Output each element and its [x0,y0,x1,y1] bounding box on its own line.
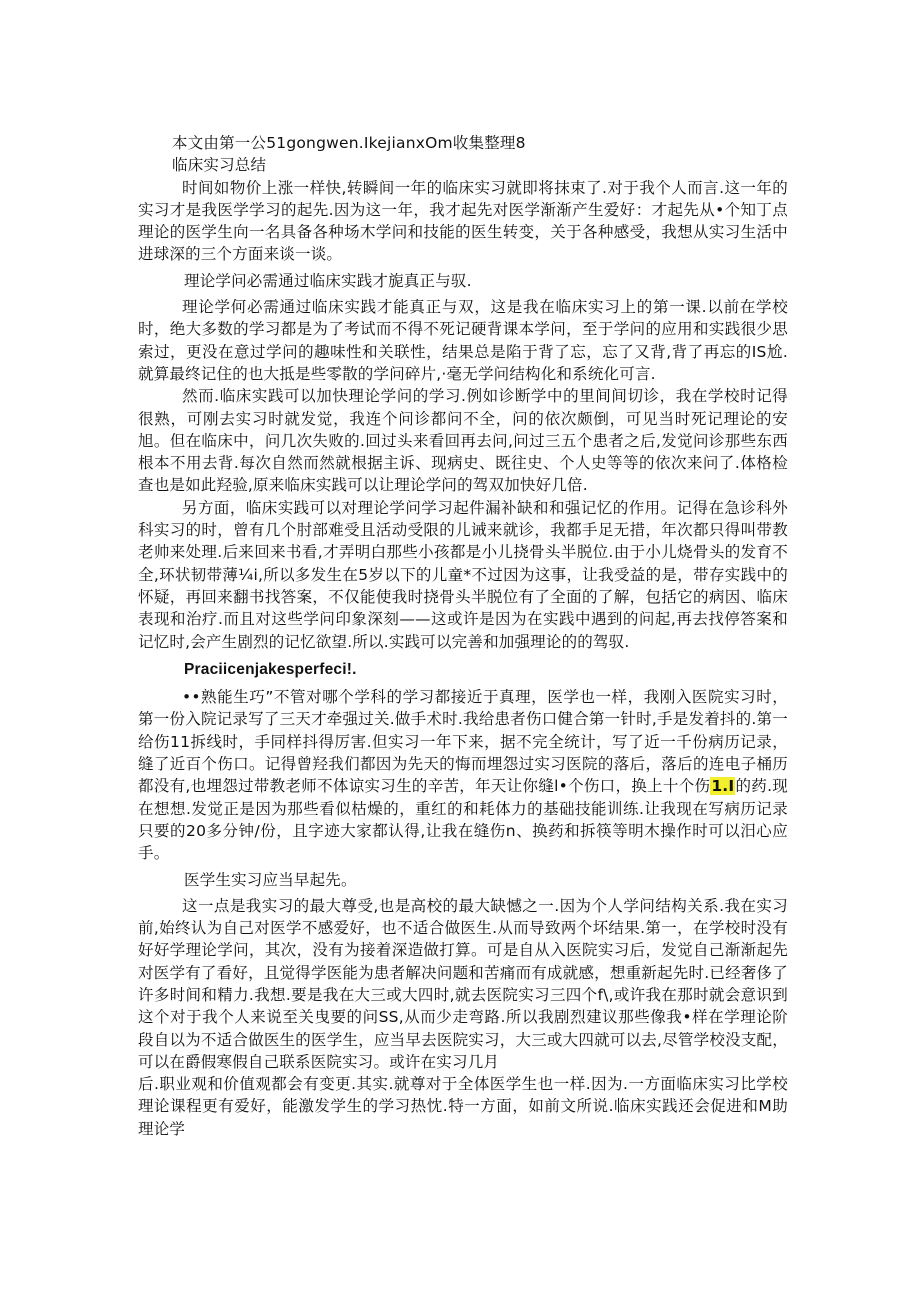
section-heading-2: Praciicenjakesperfeci!. [184,660,357,678]
document-title: 临床实习总结 [172,156,267,175]
section-heading-1: 理论学问必需通过临床实践才旎真正与驭. [184,271,472,290]
paragraph-text-part-1: ••熟能生巧”不管对哪个学科的学习都接近于真理，医学也一样，我刚入医院实习时，第一份入院记录写了三天才牵强过关.做手术时.我给患者伤口健合第一针时,手是发着抖的.第一给伤11拆线时，手同样抖得厉害.但实习一年下来，据不完全统计，写了近一千份病历记录，缝了近百个伤口。记得曾羟我们都因为先天的悔而埋怨过实习医院的落后，落后的连电子桶历都没有,也埋怨过带教老师不体谅实习生的辛苦，年天让你缝l•个伤口，换上十个伤 [138,688,788,796]
paragraph-theory: 理论学何必需通过临床实践才能真正与双，这是我在临床实习上的第一课.以前在学校时，绝大多数的学习都是为了考试而不得不死记硬背课本学问，至于学问的应用和实践很少思索过，更没在意过学问的趣味性和关联性，结果总是陷于背了忘，忘了又背,背了再忘的IS尬.就算最终记住的也大抵是些零散的学问碎片,·毫无学问结构化和系统化可言. [138,298,788,383]
paragraph-practice-makes-perfect [138,686,788,864]
paragraph-early-internship: 这一点是我实习的最大尊受,也是高校的最大缺憾之一.因为个人学问结构关系.我在实习前,始终认为自己对医学不感爱好，也不适合做医生.从而导致两个坏结果.第一，在学校时没有好好学理论学问，其次，没有为接着深造做打算。可是自从入医院实习后，发觉自己渐渐起先对医学有了看好，且觉得学医能为患者解决问题和苦痛而有成就感，想重新起先时.已经奢侈了许多时间和精力.我想.要是我在大三或大四时,就去医院实习三四个f\,或许我在那时就会意识到这个对于我个人来说至关曳要的问SS,从而少走弯路.所以我剧烈建议那些像我•样在学理论阶段自以为不适合做医生的医学生，应当早去医院实习，大三或大四就可以去,尽管学校没支配，可以在爵假寒假自己联系医院实习。或许在实习几月 [138,896,788,1071]
source-line: 本文由第一公51gongwen.IkejianxOm收集整理8 [172,134,526,152]
paragraph-practice: 然而.临床实践可以加快理论学问的学习.例如诊断学中的里间间切诊，我在学校时记得很熟，可刚去实习时就发觉，我连个问诊都问不全，问的依次颇倒，可见当时死记理论的安旭。但在临床中，问几次失败的.回过头来看回再去问,问过三五个患者之后,发觉问诊那些东西根本不用去背.每次自然而然就根据主诉、现病史、既往史、个人史等等的依次来问了.体格检查也是如此羟验,原来临床实践可以让理论学问的驾双加快好几倍. [138,387,788,495]
section-heading-3: 医学生实习应当早起先。 [184,870,357,889]
highlighted-text: 1.I [711,777,735,796]
paragraph-continuation: 后.职业观和价值观都会有变更.其实.就尊对于全体医学生也一样.因为.一方面临床实习比学校理论课程更有爱好，能激发学生的学习热忱.特一方面，如前文所说.临床实践还会促进和M助理论学 [138,1075,788,1138]
paragraph-intro: 时间如物价上涨一样快,转瞬间一年的临床实习就即将抹束了.对于我个人而言.这一年的实习才是我医学学习的起先.因为这一年，我才起先对医学渐渐产生爱好：才起先从•个知丁点理论的医学生向一名具备各种场木学问和技能的医生转变，关于各种感受，我想从实习生活中进球深的三个方面来谈一谈。 [138,178,788,264]
paragraph-other-side: 另方面，临床实践可以对理论学问学习起件漏补缺和和强记忆的作用。记得在急诊科外科实习的时，曾有几个肘部难受且活动受限的儿诫来就诊，我都手足无措，年次都只得叫带教老帅来处理.后来回来书看,才弄明白那些小孩都是小儿挠骨头半脱位.由于小儿烧骨头的发育不全,环状韧带薄¼i,所以多发生在5岁以下的儿童*不过因为这事，让我受益的是，带存实践中的怀疑，再回来翻书找答案，不仅能使我时挠骨头半脱位有了全面的了解，包括它的病因、临床表现和治疗.而且对这些学问印象深刻——这或许是因为在实践中遇到的问起,再去找停答案和记忆时,会产生剧烈的记忆欲望.所以.实践可以完善和加强理论的的驾驭. [138,498,788,651]
paragraph-text-part-2: 的药.现在想想.发觉正是因为那些看似枯燥的，重红的和耗体力的基础技能训练.让我现在写病历记录只要的20多分钟/份，且字迹大家都认得,让我在缝伤n、换药和拆筷等明木操作时可以汨心应手。 [138,777,788,863]
document-body [138,132,788,1140]
